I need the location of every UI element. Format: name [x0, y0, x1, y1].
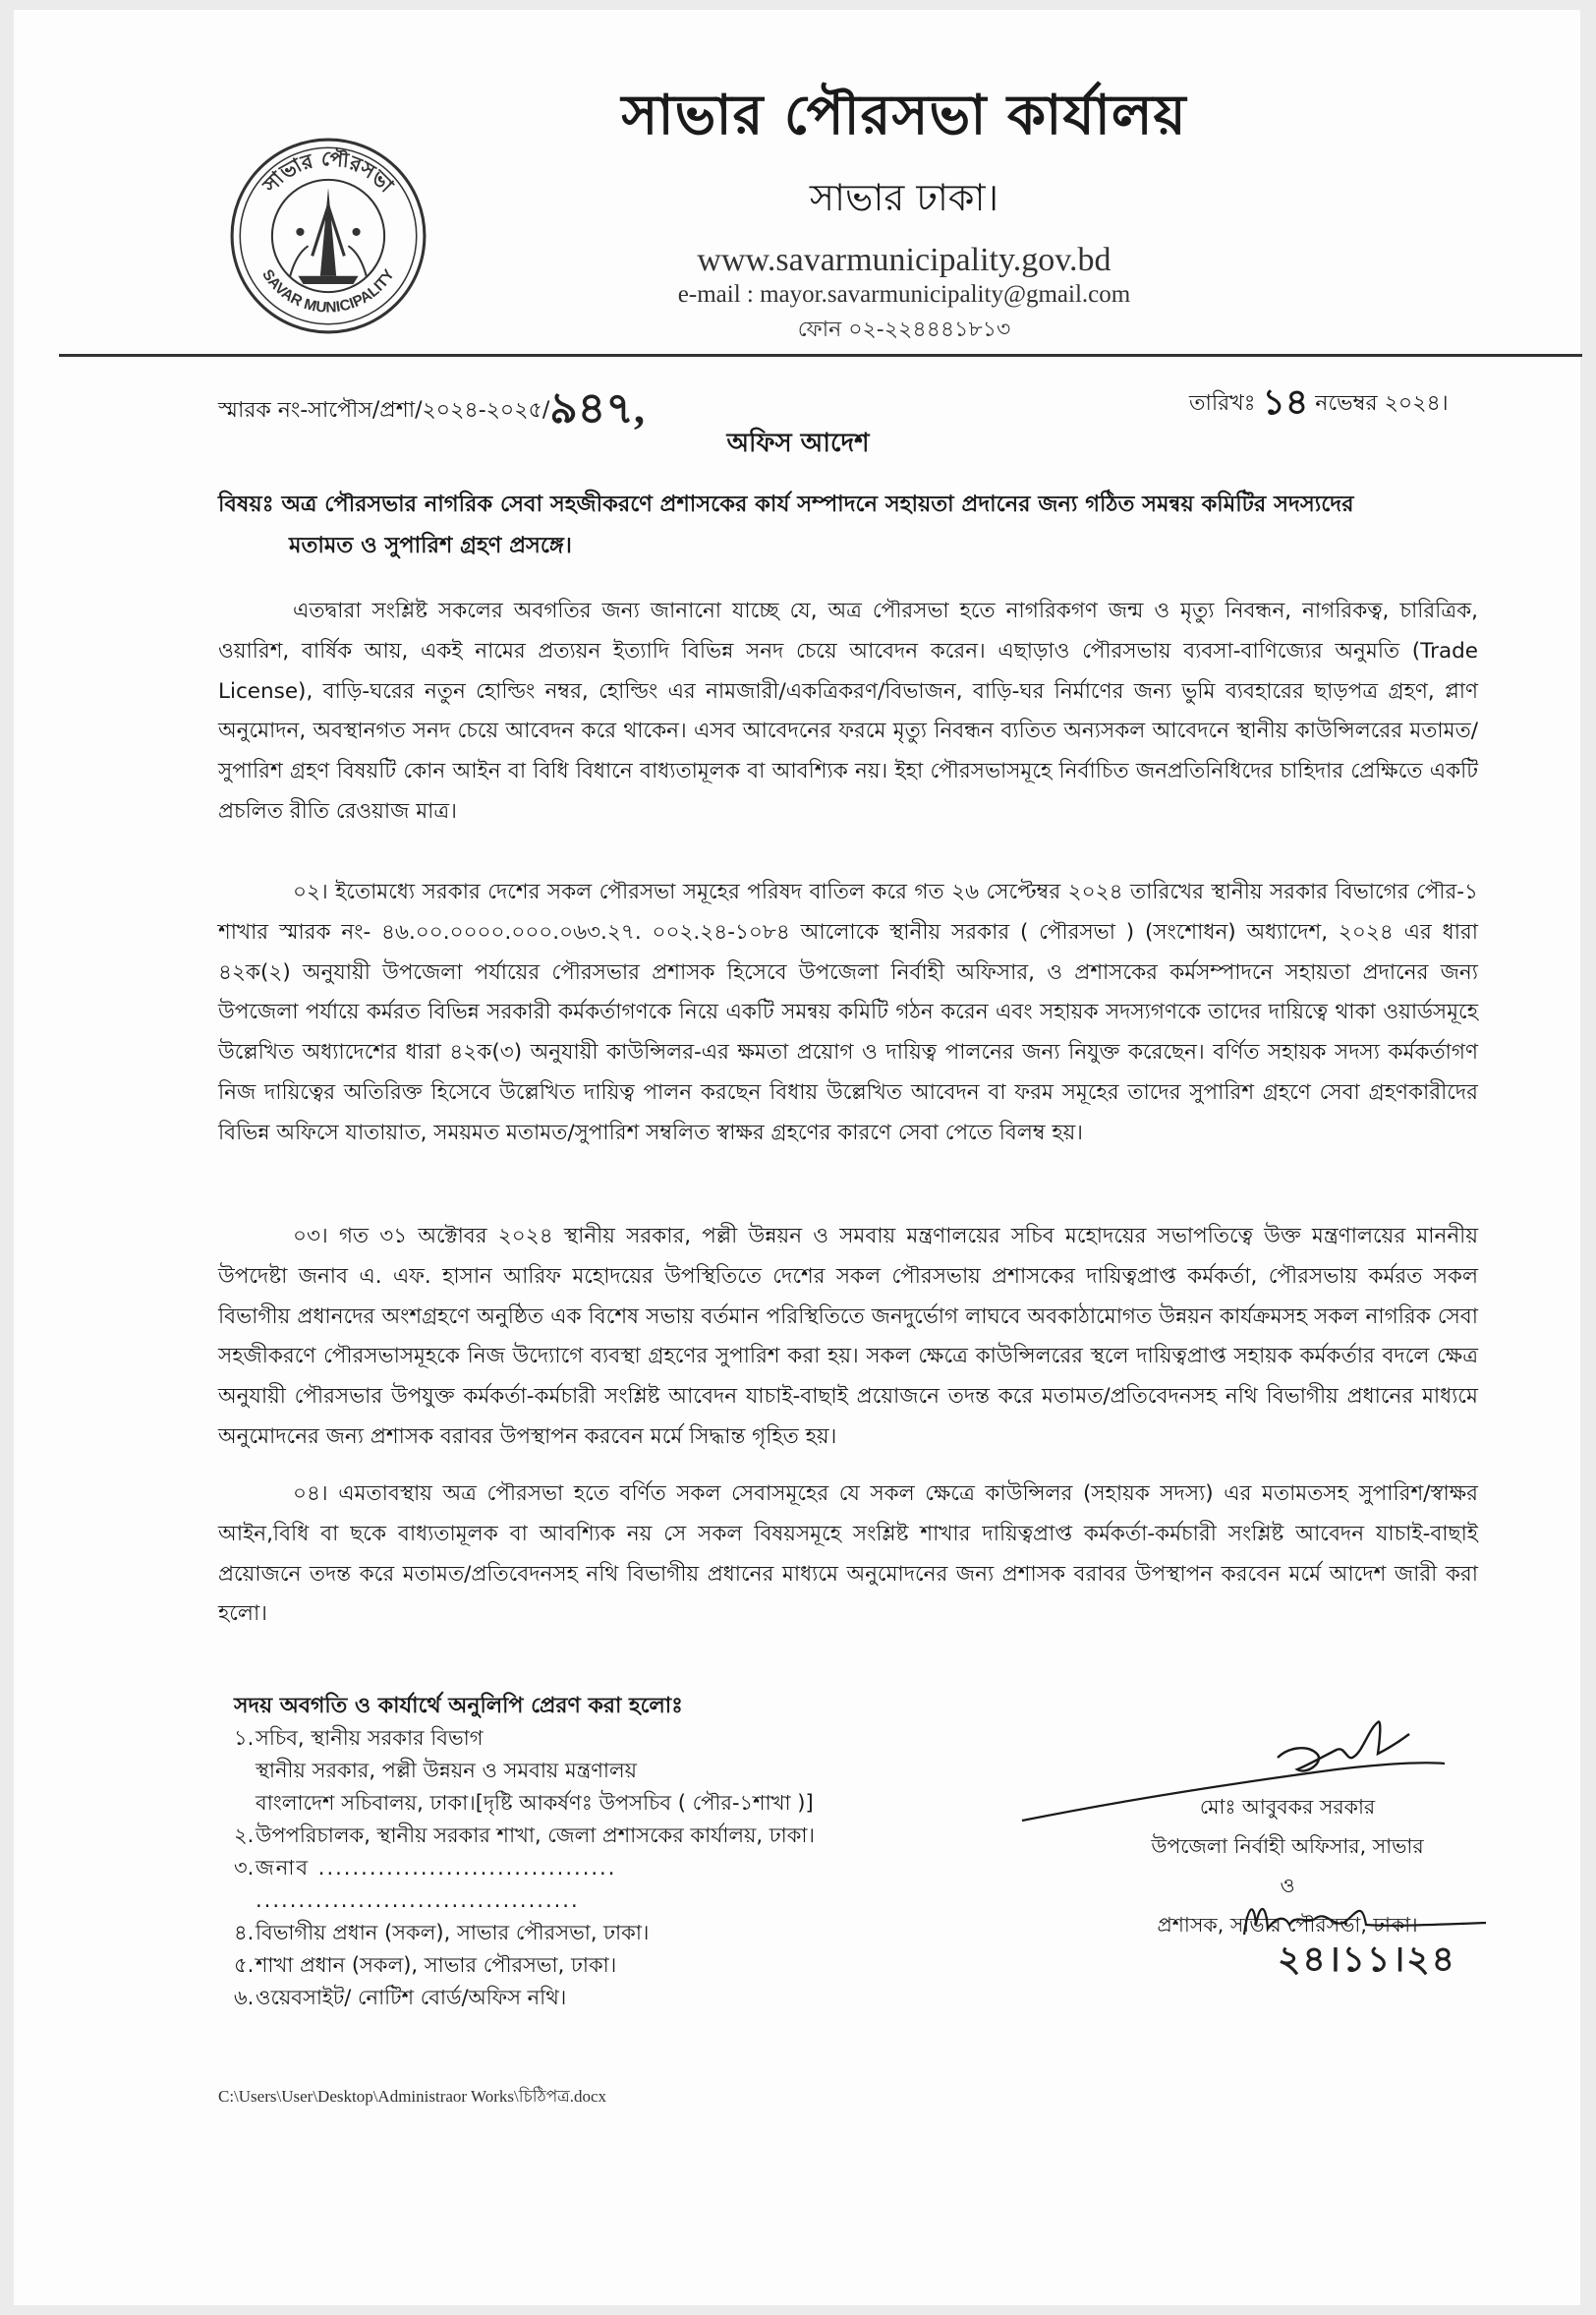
svg-text:সাভার পৌরসভা: সাভার পৌরসভা — [257, 145, 399, 198]
signer-designation: উপজেলা নির্বাহী অফিসার, সাভার — [1151, 1834, 1424, 1858]
date-label: তারিখঃ — [1189, 391, 1256, 416]
signer-role: প্রশাসক, সাভার পৌরসভা, ঢাকা। — [1157, 1913, 1418, 1937]
cc-item: ৬. ওয়েবসাইট/ নোটিশ বোর্ড/অফিস নথি। — [234, 1986, 567, 2009]
cc-list — [234, 1722, 1099, 2014]
header-divider — [59, 354, 1582, 357]
file-path-footer: C:\Users\User\Desktop\Administraor Works\চিঠিপত্র.docx — [218, 2087, 607, 2106]
cc-item: ৪. বিভাগীয় প্রধান (সকল), সাভার পৌরসভা, ঢাকা। — [234, 1921, 650, 1944]
memo-number-prefix: স্মারক নং-সাপৌস/প্রশা/২০২৪-২০২৫/ — [218, 398, 550, 423]
subject-line-1: বিষয়ঃ অত্র পৌরসভার নাগরিক সেবা সহজীকরণে প্রশাসকের কার্য সম্পাদনে সহায়তা প্রদানের জন্য গঠিত সমন্বয় কমিটির সদস্যদের — [218, 492, 1354, 517]
signer-name: মোঃ আবুবকর সরকার — [1199, 1795, 1376, 1819]
cc-item: ৩. জনাব ................................... ...................................... — [234, 1856, 617, 1912]
date-day-handwritten: ১৪ — [1262, 382, 1309, 422]
cc-item: ৫. শাখা প্রধান (সকল), সাভার পৌরসভা, ঢাকা। — [234, 1953, 617, 1977]
memo-number-handwritten: ৯৪৭ — [549, 384, 634, 433]
body-paragraph-3: ০৩। গত ৩১ অক্টোবর ২০২৪ স্থানীয় সরকার, পল্লী উন্নয়ন ও সমবায় মন্ত্রণালয়ের সচিব মহোদয়ের সভাপতিত্বে উক্ত মন্ত্রণালয়ের মাননীয় উপদেষ্টা জনাব এ. এফ. হাসান আরিফ মহোদয়ের উপস্থিতিতে দেশের সকল পৌরসভায় প্রশাসকের দায়িত্বপ্রাপ্ত কর্মকর্তা, পৌরসভায় কর্মরত সকল বিভাগীয় প্রধানদের অংশগ্রহণে অনুষ্ঠিত এক বিশেষ সভায় বর্তমান পরিস্থিতিতে জনদুর্ভোগ লাঘবে অবকাঠামোগত উন্নয়ন কার্যক্রমসহ সকল নাগরিক সেবা সহজীকরণে পৌরসভাসমূহকে নিজ উদ্যোগে ব্যবস্থা গ্রহণের সুপারিশ করা হয়। সকল ক্ষেত্রে কাউন্সিলরের স্থলে দায়িত্বপ্রাপ্ত সহায়ক কর্মকর্তার বদলে ক্ষেত্র অনুযায়ী পৌরসভার উপযুক্ত কর্মকর্তা-কর্মচারী সংশ্লিষ্ট আবেদন যাচাই-বাছাই প্রয়োজনে তদন্ত করে মতামত/প্রতিবেদনসহ নথি বিভাগীয় প্রধানের মাধ্যমে অনুমোদনের জন্য প্রশাসক বরাবর উপস্থাপন করবেন মর্মে সিদ্ধান্ত গৃহিত হয়। — [218, 1224, 1478, 1449]
body-paragraph-4: ০৪। এমতাবস্থায় অত্র পৌরসভা হতে বর্ণিত সকল সেবাসমূহের যে সকল ক্ষেত্রে কাউন্সিলর (সহায়ক সদস্য) এর মতামতসহ সুপারিশ/স্বাক্ষর আইন,বিধি বা ছকে বাধ্যতামূলক বা আবশ্যিক নয় সে সকল বিষয়সমূহে সংশ্লিষ্ট শাখার দায়িত্বপ্রাপ্ত কর্মকর্তা-কর্মচারী সংশ্লিষ্ট আবেদন যাচাই-বাছাই প্রয়োজনে তদন্ত করে মতামত/প্রতিবেদনসহ নথি বিভাগীয় প্রধানের মাধ্যমে অনুমোদনের জন্য প্রশাসক বরাবর উপস্থাপন করবেন মর্মে আদেশ জারী করা হলো। — [218, 1481, 1478, 1627]
subject-line-2: মতামত ও সুপারিশ গ্রহণ প্রসঙ্গে। — [289, 533, 572, 558]
cc-heading: সদয় অবগতি ও কার্যার্থে অনুলিপি প্রেরণ করা হলোঃ — [234, 1694, 683, 1718]
handwritten-date: ২৪।১১।২৪ — [1278, 1939, 1457, 1979]
subject — [218, 484, 1456, 566]
body-paragraph-2: ০২। ইতোমধ্যে সরকার দেশের সকল পৌরসভা সমূহের পরিষদ বাতিল করে গত ২৬ সেপ্টেম্বর ২০২৪ তারিখের স্থানীয় সরকার বিভাগের পৌর-১ শাখার স্মারক নং- ৪৬.০০.০০০০.০০০.০৬৩.২৭. ০০২.২৪-১০৮৪ আলোকে স্থানীয় সরকার ( পৌরসভা ) (সংশোধন) অধ্যাদেশ, ২০২৪ এর ধারা ৪২ক(২) অনুযায়ী উপজেলা পর্যায়ের পৌরসভার প্রশাসক হিসেবে উপজেলা নির্বাহী অফিসার, ও প্রশাসকের কর্মসম্পাদনে সহায়তা প্রদানের জন্য উপজেলা পর্যায়ে কর্মরত বিভিন্ন সরকারী কর্মকর্তাগণকে নিয়ে একটি সমন্বয় কমিটি গঠন করেন এবং সহায়ক সদস্যগণকে তাদের দায়িত্বে থাকা ওয়ার্ডসমূহে উল্লেখিত অধ্যাদেশের ধারা ৪২ক(৩) অনুযায়ী কাউন্সিলর-এর ক্ষমতা প্রয়োগ ও দায়িত্ব পালনের জন্য নিযুক্ত করেছেন। বর্ণিত সহায়ক সদস্য কর্মকর্তাগণ নিজ দায়িত্বের অতিরিক্ত হিসেবে উল্লেখিত দায়িত্ব পালন করছেন বিধায় উল্লেখিত আবেদন বা ফরম সমূহের তাদের সুপারিশ গ্রহণে সেবা গ্রহণকারীদের বিভিন্ন অফিসে যাতায়াত, সময়মত মতামত/সুপারিশ সম্বলিত স্বাক্ষর গ্রহণের কারণে সেবা পেতে বিলম্ব হয়। — [218, 880, 1478, 1145]
memo-number: স্মারক নং-সাপৌস/প্রশা/২০২৪-২০২৫/৯৪৭, — [218, 384, 645, 433]
email-address[interactable]: e-mail : mayor.savarmunicipality@gmail.com — [677, 281, 1131, 308]
office-location: সাভার ঢাকা। — [809, 176, 999, 219]
office-name: সাভার পৌরসভা কার্যালয় — [621, 84, 1187, 147]
cc-item: ২. উপপরিচালক, স্থানীয় সরকার শাখা, জেলা প্রশাসকের কার্যালয়, ঢাকা। — [234, 1823, 816, 1847]
cc-item: ১. সচিব, স্থানীয় সরকার বিভাগ স্থানীয় সরকার, পল্লী উন্নয়ন ও সমবায় মন্ত্রণালয় বাংলাদেশ সচিবালয়, ঢাকা।[দৃষ্টি আকর্ষণঃ উপসচিব ( পৌর-১শাখা )] — [234, 1726, 814, 1815]
phone-number: ফোন ০২-২২৪৪৪১৮১৩ — [797, 318, 1011, 342]
website-link[interactable]: www.savarmunicipality.gov.bd — [697, 242, 1112, 278]
order-title: অফিস আদেশ — [726, 429, 870, 458]
municipality-seal-logo — [228, 136, 428, 336]
date-rest: নভেম্বর ২০২৪। — [1315, 391, 1449, 416]
svg-text:SAVAR MUNICIPALITY: SAVAR MUNICIPALITY — [258, 266, 398, 317]
signer-conjunction: ও — [1280, 1874, 1295, 1897]
body-paragraph-1: এতদ্বারা সংশ্লিষ্ট সকলের অবগতির জন্য জানানো যাচ্ছে যে, অত্র পৌরসভা হতে নাগরিকগণ জন্ম ও মৃত্যু নিবন্ধন, নাগরিকত্ব, চারিত্রিক, ওয়ারিশ, বার্ষিক আয়, একই নামের প্রত্যয়ন ইত্যাদি বিভিন্ন সনদ চেয়ে আবেদন করেন। এছাড়াও পৌরসভায় ব্যবসা-বাণিজ্যের অনুমতি (Trade License), বাড়ি-ঘরের নতুন হোল্ডিং নম্বর, হোল্ডিং এর নামজারী/একত্রিকরণ/বিভাজন, বাড়ি-ঘর নির্মাণের জন্য ভুমি ব্যবহারের ছাড়পত্র গ্রহণ, প্লাণ অনুমোদন, অবস্থানগত সনদ চেয়ে আবেদন করে থাকেন। এসব আবেদনের ফরমে মৃত্যু নিবন্ধন ব্যতিত অন্যসকল আবেদনে স্থানীয় কাউন্সিলরের মতামত/সুপারিশ গ্রহণ বিষয়টি কোন আইন বা বিধি বিধানে বাধ্যতামূলক বা আবশ্যিক নয়। ইহা পৌরসভাসমূহে নির্বাচিত জনপ্রতিনিধিদের চাহিদার প্রেক্ষিতে একটি প্রচলিত রীতি রেওয়াজ মাত্র। — [218, 599, 1478, 824]
